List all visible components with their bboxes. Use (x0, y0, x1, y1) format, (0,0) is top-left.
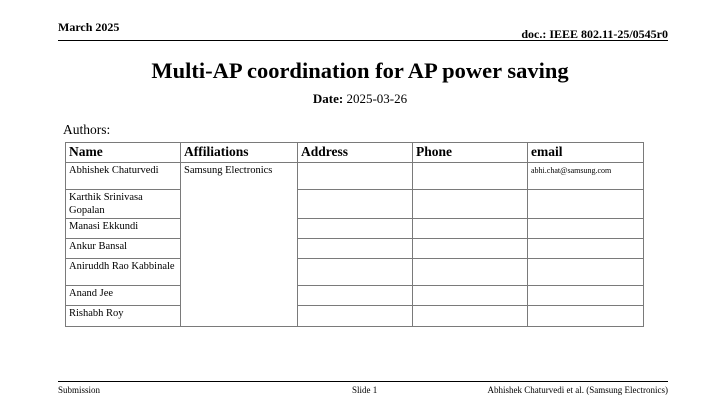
author-email (528, 190, 644, 219)
author-address (298, 239, 413, 259)
authors-table (65, 142, 644, 327)
slide-title: Multi-AP coordination for AP power saving (151, 58, 569, 83)
table-row (66, 306, 644, 327)
author-phone (413, 190, 528, 219)
author-address (298, 286, 413, 306)
author-address (298, 190, 413, 219)
column-header-name: Name (66, 143, 181, 163)
footer-slide-number: Slide 1 (352, 385, 378, 395)
author-name: Karthik Srinivasa Gopalan (66, 190, 181, 219)
author-phone (413, 239, 528, 259)
date-label: Date: (312, 91, 344, 106)
author-name: Aniruddh Rao Kabbinale (66, 259, 181, 286)
footer-authors: Abhishek Chaturvedi et al. (Samsung Electronics) (487, 385, 668, 395)
author-name: Ankur Bansal (66, 239, 181, 259)
author-address (298, 306, 413, 327)
author-phone (413, 219, 528, 239)
authors-label: Authors: (63, 122, 111, 137)
footer-submission: Submission (58, 385, 101, 395)
table-row (66, 286, 644, 306)
table-row (66, 190, 644, 219)
author-address (298, 219, 413, 239)
author-address (298, 259, 413, 286)
author-email (528, 239, 644, 259)
column-header-email: email (528, 143, 644, 163)
table-row (66, 239, 644, 259)
column-header-affiliations: Affiliations (181, 143, 298, 163)
footer-rule (58, 381, 668, 382)
author-name: Rishabh Roy (66, 306, 181, 327)
header-date: March 2025 (58, 20, 120, 34)
author-email (528, 306, 644, 327)
author-name: Abhishek Chaturvedi (66, 163, 181, 190)
author-email (528, 286, 644, 306)
table-row (66, 219, 644, 239)
author-name: Anand Jee (66, 286, 181, 306)
author-phone (413, 163, 528, 190)
author-name: Manasi Ekkundi (66, 219, 181, 239)
column-header-address: Address (298, 143, 413, 163)
author-affiliation: Samsung Electronics (181, 163, 298, 327)
author-phone (413, 259, 528, 286)
author-phone (413, 286, 528, 306)
date-value: 2025-03-26 (346, 91, 408, 106)
author-email: abhi.chat@samsung.com (528, 163, 644, 190)
header-doc-id: doc.: IEEE 802.11-25/0545r0 (521, 27, 668, 41)
author-email (528, 219, 644, 239)
column-header-phone: Phone (413, 143, 528, 163)
author-phone (413, 306, 528, 327)
header-rule (58, 40, 668, 41)
table-row (66, 163, 644, 190)
author-address (298, 163, 413, 190)
author-email (528, 259, 644, 286)
table-row (66, 259, 644, 286)
table-header-row (66, 143, 644, 163)
date-line (0, 91, 720, 107)
